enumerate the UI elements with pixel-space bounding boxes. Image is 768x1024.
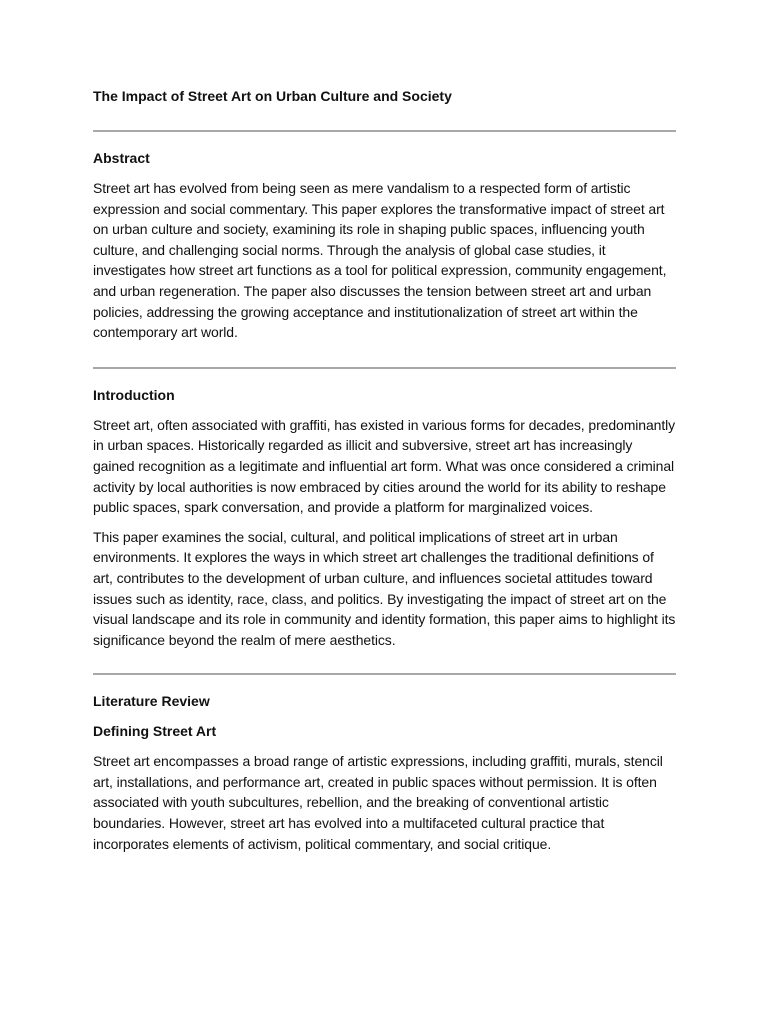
abstract-heading: Abstract <box>93 150 150 166</box>
section-divider <box>93 367 676 369</box>
section-divider <box>93 673 676 675</box>
defining-street-art-subheading: Defining Street Art <box>93 723 217 740</box>
abstract-paragraph: Street art has evolved from being seen as mere vandalism to a respected form of artistic expression and social commentary. This paper explores the transformative impact of street art on urban culture and society, examining its role in shaping public spaces, influencing youth culture, and challenging social norms. Through the analysis of global case studies, it investigates how street art functions as a tool for political expression, community engagement, and urban regeneration. The paper also discusses the tension between street art and urban policies, addressing the growing acceptance and institutionalization of street art within the contemporary art world. <box>93 180 667 341</box>
paper-page <box>93 86 676 854</box>
introduction-paragraph: Street art, often associated with graffiti, has existed in various forms for decades, predominantly in urban spaces. Historically regarded as illicit and subversive, street art has increasingly gained recognition as a legitimate and influential art form. What was once considered a criminal activity by local authorities is now embraced by cities around the world for its ability to reshape public spaces, spark conversation, and provide a platform for marginalized voices. <box>93 416 676 516</box>
introduction-heading: Introduction <box>93 386 175 403</box>
paper-title: The Impact of Street Art on Urban Culture and Society <box>93 88 452 104</box>
introduction-paragraph: This paper examines the social, cultural, and political implications of street art in urban environments. It explores the ways in which street art challenges the traditional definitions of art, contributes to the development of urban culture, and influences societal attitudes toward issues such as identity, race, class, and politics. By investigating the impact of street art on the visual landscape and its role in community and identity formation, this paper aims to highlight its significance beyond the realm of mere aesthetics. <box>93 528 676 648</box>
literature-review-paragraph: Street art encompasses a broad range of artistic expressions, including graffiti, murals, stencil art, installations, and performance art, created in public spaces without permission. It is often associated with youth subcultures, rebellion, and the breaking of conventional artistic boundaries. However, street art has evolved into a multifaceted cultural practice that incorporates elements of activism, political commentary, and social critique. <box>93 753 663 852</box>
literature-review-heading: Literature Review <box>93 693 210 710</box>
section-divider <box>93 130 676 132</box>
